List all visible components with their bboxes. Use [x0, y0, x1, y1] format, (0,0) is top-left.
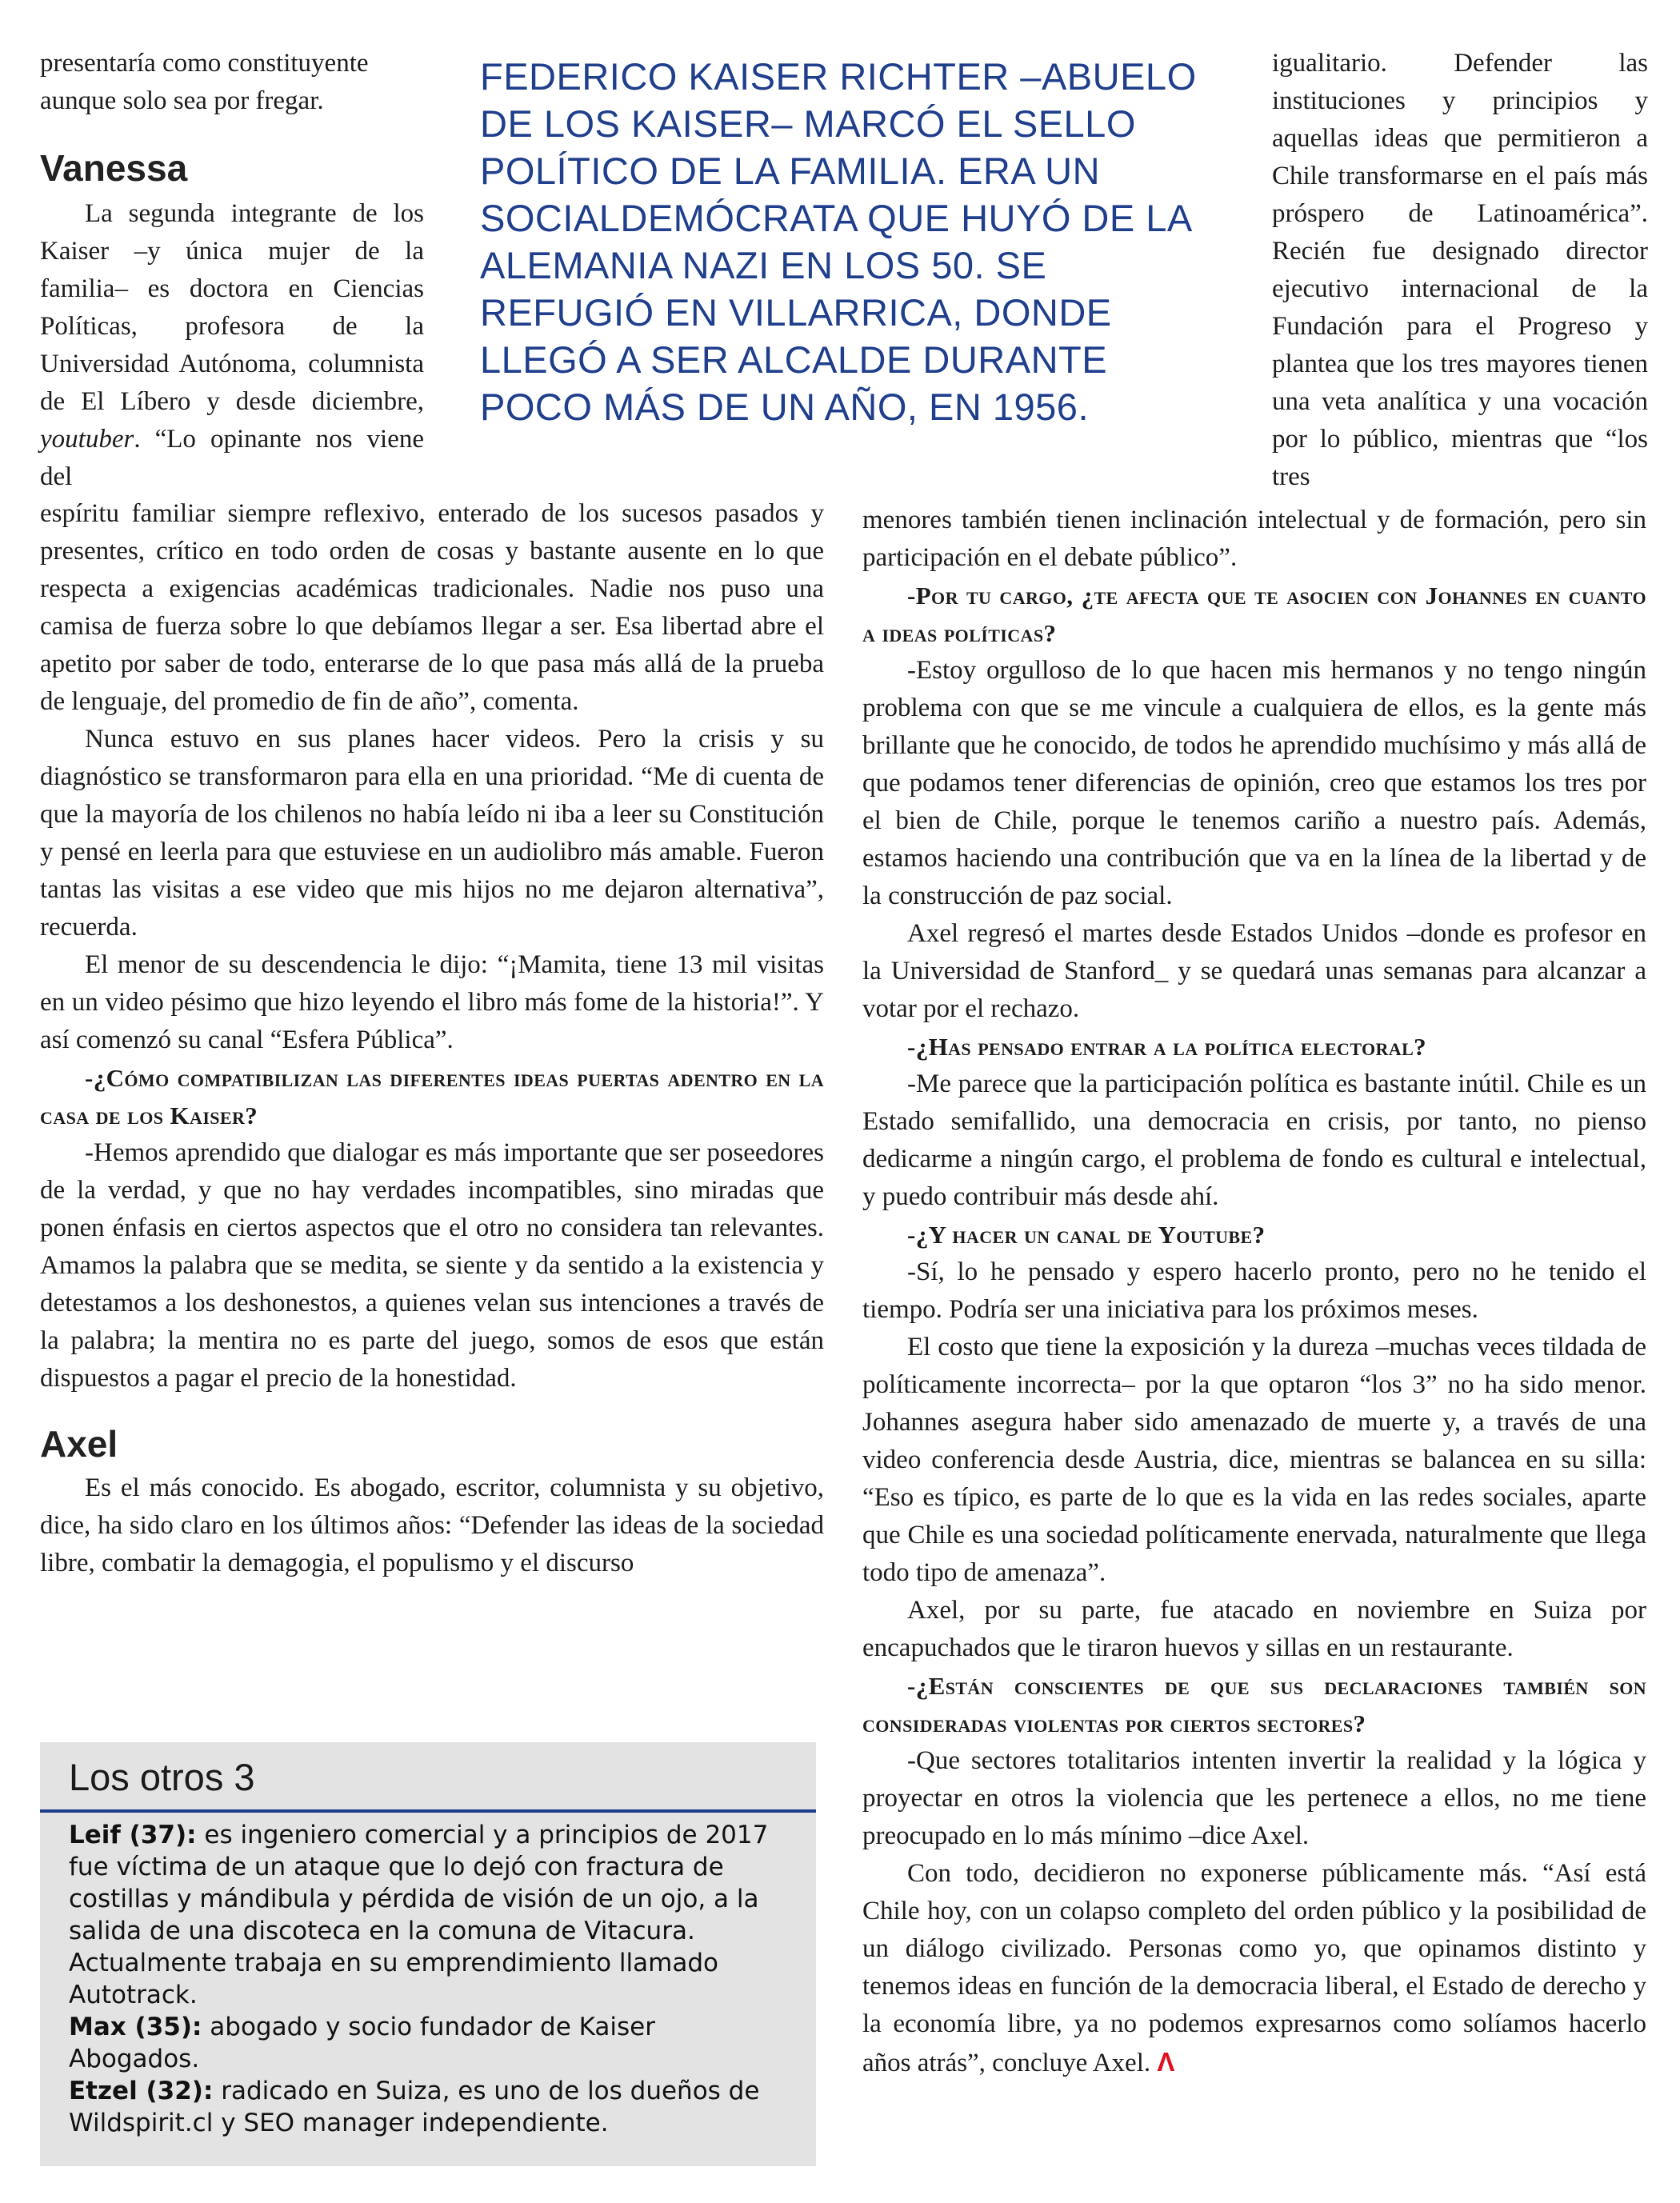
vanessa-text-a: La segunda integrante de los Kaiser –y única mujer de la familia– es doctora en Ciencias Políticas, profesora de la Universidad Autónoma, columnista de El Líbero y desde diciembre, — [40, 199, 424, 416]
answer-5: -Que sectores totalitarios intenten invertir la realidad y la lógica y proyectar en otros la violencia que les pertenece a ellos, no me tiene preocupado en lo más mínimo –dice Axel. — [862, 1746, 1646, 1850]
vanessa-text-youtuber: youtuber — [40, 425, 134, 454]
question-5: -¿Están conscientes de que sus declaraciones también son consideradas violentas por ciertos sectores? — [862, 1672, 1646, 1737]
leif-text: es ingeniero comercial y a principios de 2017 fue víctima de un ataque que lo dejó con fractura de costillas y mándibula y pérdida de visión de un ojo, a la salida de una discoteca en la comuna de Vitacura. Actualmente trabaja en su emprendimiento llamado Autotrack. — [69, 1821, 769, 2009]
leif-name: Leif (37): — [69, 1821, 197, 1849]
sidebar-entry-etzel — [69, 2075, 793, 2139]
sidebar-title: Los otros 3 — [69, 1756, 255, 1798]
sidebar-los-otros-3 — [40, 1742, 816, 2166]
sidebar-rule — [40, 1809, 816, 1813]
paragraph-intro: presentaría como constituyente aunque solo sea por fregar. — [40, 49, 369, 115]
paragraph-vanessa-1 — [40, 195, 424, 496]
conclusion-text: Con todo, decidieron no exponerse públicamente más. “Así está Chile hoy, con un colapso completo del orden público y la posibilidad de un diálogo civilizado. Personas como yo, que opinamos distinto y tenemos ideas en función de la democracia liberal, el Estado de derecho y la economía libre, ya no podemos expresarnos como solíamos hacerlo años atrás”, concluye Axel. — [862, 1859, 1646, 2077]
paragraph-cost: El costo que tiene la exposición y la dureza –muchas veces tildada de políticamente incorrecta– por la que optaron “los 3” no ha sido menor. Johannes asegura haber sido amenazado de muerte y, a través de una video conferencia desde Austria, dice, mientras se balancea en su silla: “Eso es típico, es parte de lo que es la vida en las redes sociales, aparte que Chile es una sociedad políticamente enervada, naturalmente que llega todo tipo de amenaza”. — [862, 1333, 1646, 1587]
answer-1: -Hemos aprendido que dialogar es más importante que ser poseedores de la verdad, y que no hay verdades incompatibles, sino miradas que ponen énfasis en ciertos aspectos que el otro no considera tan relevantes. Amamos la palabra que se medita, se siente y da sentido a la existencia y detestamos a los deshonestos, a quienes velan sus intenciones a través de la palabra; la mentira no es parte del juego, somos de esos que están dispuestos a pagar el precio de la honestidad. — [40, 1138, 824, 1393]
max-name: Max (35): — [69, 2013, 202, 2041]
question-4: -¿Y hacer un canal de Youtube? — [907, 1221, 1266, 1249]
sidebar-body — [69, 1819, 793, 2139]
paragraph-vanessa-3: El menor de su descendencia le dijo: “¡Mamita, tiene 13 mil visitas en un video pésimo que hizo leyendo el libro más fome de la historia!”. Y así comenzó su canal “Esfera Pública”. — [40, 950, 824, 1054]
paragraph-conclusion — [862, 1855, 1646, 2082]
left-column-main — [40, 495, 824, 1582]
paragraph-vanessa-1-cont: espíritu familiar siempre reflexivo, enterado de los sucesos pasados y presentes, crítico en todo orden de cosas y bastante ausente en lo que respecta a exigencias académicas tradicionales. Nadie nos puso una camisa de fuerza sobre lo que debíamos llegar a ser. Esa libertad abre el apetito por saber de todo, enterarse de lo que pasa más allá de la prueba de lenguaje, del promedio de fin de año”, comenta. — [40, 499, 824, 716]
right-column-top — [1272, 45, 1648, 496]
sidebar-entry-max — [69, 2011, 793, 2075]
answer-2: -Estoy orgulloso de lo que hacen mis hermanos y no tengo ningún problema con que se me vincule a cualquiera de ellos, es la gente más brillante que he conocido, de todos he aprendido muchísimo y más allá de que podamos tener diferencias de opinión, creo que estamos los tres por el bien de Chile, porque le tenemos cariño a nuestro país. Además, estamos haciendo una contribución que va en la línea de la libertad y de la construcción de paz social. — [862, 656, 1646, 910]
question-1: -¿Cómo compatibilizan las diferentes ideas puertas adentro en la casa de los Kaiser? — [40, 1064, 824, 1129]
sidebar-entry-leif — [69, 1819, 793, 2011]
paragraph-attack: Axel, por su parte, fue atacado en noviembre en Suiza por encapuchados que le tiraron huevos y sillas en un restaurante. — [862, 1596, 1646, 1662]
paragraph-axel-3: Axel regresó el martes desde Estados Unidos –donde es profesor en la Universidad de Stanford_ y se quedará unas semanas para alcanzar a votar por el rechazo. — [862, 919, 1646, 1023]
max-text: abogado y socio fundador de Kaiser Abogados. — [69, 2013, 655, 2073]
heading-axel: Axel — [40, 1423, 118, 1465]
left-column-top — [40, 45, 424, 496]
heading-vanessa: Vanessa — [40, 147, 188, 189]
right-column-main — [862, 502, 1646, 2082]
paragraph-vanessa-2: Nunca estuvo en sus planes hacer videos. Pero la crisis y su diagnóstico se transformaron para ella en una prioridad. “Me di cuenta de que la mayoría de los chilenos no había leído ni iba a leer su Constitución y pensé en leerla para que estuviese en un audiolibro más amable. Fueron tantas las visitas a ese video que mis hijos no me dejaron alternativa”, recuerda. — [40, 725, 824, 942]
question-2: -Por tu cargo, ¿te afecta que te asocien con Johannes en cuanto a ideas políticas? — [862, 582, 1646, 647]
paragraph-axel-2-cont: menores también tienen inclinación intelectual y de formación, pero sin participación en el debate público”. — [862, 506, 1646, 572]
etzel-name: Etzel (32): — [69, 2077, 214, 2105]
paragraph-axel-1: Es el más conocido. Es abogado, escritor, columnista y su objetivo, dice, ha sido claro en los últimos años: “Defender las ideas de la sociedad libre, combatir la demagogia, el populismo y el discurso — [40, 1473, 824, 1577]
etzel-text: radicado en Suiza, es uno de los dueños de Wildspirit.cl y SEO manager independiente. — [69, 2077, 760, 2137]
end-mark-icon: Λ — [1157, 2047, 1175, 2077]
question-3: -¿Has pensado entrar a la política electoral? — [907, 1033, 1427, 1061]
vanessa-text-c: . “Lo opinante nos viene del — [40, 425, 424, 491]
paragraph-axel-2: igualitario. Defender las instituciones y principios y aquellas ideas que permitieron a Chile transformarse en el país más próspero de Latinoamérica”. Recién fue designado director ejecutivo internacional de la Fundación para el Progreso y plantea que los tres mayores tienen una veta analítica y una vocación por lo público, mientras que “los tres — [1272, 49, 1648, 491]
answer-3: -Me parece que la participación política es bastante inútil. Chile es un Estado semifallido, una democracia en crisis, por tanto, no pienso dedicarme a ningún cargo, el problema de fondo es cultural e intelectual, y puedo contribuir más desde ahí. — [862, 1070, 1646, 1211]
answer-4: -Sí, lo he pensado y espero hacerlo pronto, pero no he tenido el tiempo. Podría ser una iniciativa para los próximos meses. — [862, 1257, 1646, 1324]
pull-quote: FEDERICO KAISER RICHTER –ABUELO DE LOS KAISER– MARCÓ EL SELLO POLÍTICO DE LA FAMILIA. ERA UN SOCIALDEMÓCRATA QUE HUYÓ DE LA ALEMANIA NAZI EN LOS 50. SE REFUGIÓ EN VILLARRICA, DONDE LLEGÓ A SER ALCALDE DURANTE POCO MÁS DE UN AÑO, EN 1956. — [480, 55, 1197, 428]
